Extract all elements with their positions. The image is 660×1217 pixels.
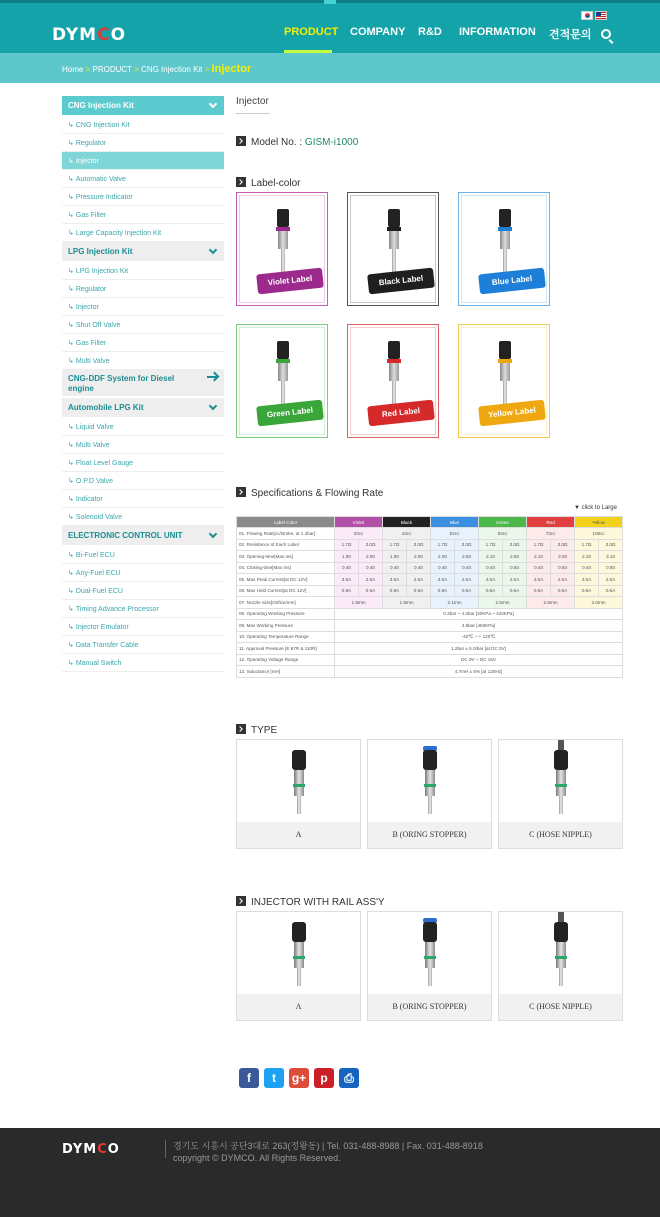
spec-cell: 0.50	[599, 562, 623, 574]
chevron-down-icon	[209, 246, 217, 254]
spec-head-cell: Violet	[335, 517, 383, 528]
click-to-large-link[interactable]: ▼ click to Large	[574, 505, 617, 511]
spec-cell: 1.7Ω	[527, 539, 551, 551]
spec-cell: 0.50	[551, 562, 575, 574]
spec-cell: 1.7Ω	[575, 539, 599, 551]
sidebar-group-cng-injection-kit[interactable]	[62, 96, 224, 116]
spec-cell: 2.10	[527, 551, 551, 563]
spec-row	[237, 597, 623, 609]
sidebar-item-injector[interactable]: ↳ Injector	[62, 298, 224, 316]
spec-cell: 1.7Ω	[383, 539, 407, 551]
spec-cell: 0.40	[407, 562, 431, 574]
arrow-right-icon	[207, 376, 217, 378]
label-card[interactable]	[458, 192, 550, 306]
type-caption: C (HOSE NIPPLE)	[499, 994, 622, 1020]
sidebar-item-injector-emulator[interactable]: ↳ Injector Emulator	[62, 618, 224, 636]
sidebar-group-cng-ddf[interactable]	[62, 370, 224, 397]
spec-cell: 1.9mm	[383, 597, 431, 609]
spec-label: 02. Resistance of Each Label	[237, 539, 335, 551]
spec-cell: 33cc	[335, 528, 383, 540]
label-card[interactable]	[236, 324, 328, 438]
footer	[0, 1128, 660, 1217]
spec-label: 11. Approval Pressure [E 67R & 110R]	[237, 643, 335, 655]
label-tag: Yellow Label	[478, 400, 546, 427]
us-flag-icon[interactable]	[595, 11, 607, 20]
nav-product[interactable]: PRODUCT	[284, 26, 339, 38]
search-icon[interactable]	[601, 29, 611, 39]
label-color-heading: Label-color	[236, 177, 300, 189]
type-heading: TYPE	[236, 724, 277, 736]
sidebar-item-gas-filter[interactable]: ↳ Gas Filter	[62, 206, 224, 224]
spec-cell: 0.40	[359, 562, 383, 574]
sidebar-item-multi-valve[interactable]: ↳ Multi Valve	[62, 352, 224, 370]
label-card[interactable]	[236, 192, 328, 306]
spec-row	[237, 654, 623, 666]
model-label: Model No. :	[251, 137, 305, 148]
spec-head-cell: Black	[383, 517, 431, 528]
injector-image	[553, 750, 569, 816]
spec-cell: 3.0A	[527, 574, 551, 586]
injector-image	[553, 922, 569, 988]
spec-label: 04. Closing-time[Max ms]	[237, 562, 335, 574]
spec-label: 05. Max Peak Current[at DC 12V]	[237, 574, 335, 586]
nav-rnd[interactable]: R&D	[418, 26, 442, 38]
spec-cell: 0.40	[527, 562, 551, 574]
sidebar-item-cng-injection-kit[interactable]: ↳ CNG Injection Kit	[62, 116, 224, 134]
spec-cell: 2.50	[407, 551, 431, 563]
sidebar-item-lpg-injection-kit[interactable]: ↳ LPG Injection Kit	[62, 262, 224, 280]
spec-head-cell: Blue	[431, 517, 479, 528]
spec-cell: 1.8mm	[335, 597, 383, 609]
spec-cell: 3.0Ω	[503, 539, 527, 551]
spec-table	[236, 516, 623, 678]
nav-quote[interactable]: 견적문의	[549, 29, 592, 41]
spec-label: 03. Opening-time[Max ms]	[237, 551, 335, 563]
type-card[interactable]	[236, 911, 361, 1021]
sidebar-item-timing-advance-processor[interactable]: ↳ Timing Advance Processor	[62, 600, 224, 618]
sidebar-group-ecu[interactable]	[62, 526, 224, 546]
spec-row	[237, 666, 623, 678]
spec-label: 10. Operating Temperature Range	[237, 631, 335, 643]
sidebar-group-automobile-lpg-kit[interactable]	[62, 398, 224, 418]
spec-cell: 3.10	[599, 551, 623, 563]
chevron-right-box-icon	[236, 487, 246, 497]
spec-row	[237, 539, 623, 551]
language-switcher	[581, 11, 609, 29]
chevron-right-box-icon	[236, 896, 246, 906]
spec-cell: 3.0Ω	[407, 539, 431, 551]
spec-cell: 3.0A	[575, 574, 599, 586]
spec-cell: 0.6A	[599, 585, 623, 597]
sidebar-item-regulator[interactable]: ↳ Regulator	[62, 280, 224, 298]
spec-heading: Specifications & Flowing Rate	[236, 487, 383, 499]
sidebar-item-large-capacity-kit[interactable]: ↳ Large Capacity Injection Kit	[62, 224, 224, 242]
sidebar-item-multi-valve[interactable]: ↳ Multi Valve	[62, 436, 224, 454]
spec-value: 0.2bar ~ 4.2bar [20KPa ~ 420KPa]	[335, 608, 623, 620]
copyright-text: copyright © DYMCO. All Rights Reserved.	[173, 1153, 341, 1163]
spec-label: 08. Operating Working Pressure	[237, 608, 335, 620]
spec-cell: 1.90	[335, 551, 359, 563]
sidebar	[62, 96, 224, 672]
spec-cell: 1.90	[383, 551, 407, 563]
spec-cell: 2.0A	[551, 574, 575, 586]
sidebar-item-shut-off-valve[interactable]: ↳ Shut Off Valve	[62, 316, 224, 334]
chevron-right-box-icon	[236, 724, 246, 734]
spec-cell: 1.7Ω	[335, 539, 359, 551]
sidebar-item-any-fuel-ecu[interactable]: ↳ Any-Fuel ECU	[62, 564, 224, 582]
spec-value: DC 9V ~ DC 16V	[335, 654, 623, 666]
spec-cell: 2.0A	[407, 574, 431, 586]
breadcrumb-bar	[0, 53, 660, 83]
chevron-right-box-icon	[236, 136, 246, 146]
spec-cell: 0.6A	[503, 585, 527, 597]
spec-head-cell: Green	[479, 517, 527, 528]
spec-cell: 73cc	[527, 528, 575, 540]
spec-cell: 52cc	[431, 528, 479, 540]
spec-cell: 0.40	[455, 562, 479, 574]
sidebar-item-pressure-indicator[interactable]: ↳ Pressure Indicator	[62, 188, 224, 206]
type-caption: A	[237, 822, 360, 848]
type-card[interactable]	[498, 739, 623, 849]
spec-row	[237, 585, 623, 597]
label-tag: Violet Label	[256, 268, 324, 295]
spec-cell: 3.0A	[431, 574, 455, 586]
sidebar-item-injector[interactable]: ↳ Injector	[62, 152, 224, 170]
breadcrumb-separator: >	[85, 65, 91, 74]
spec-value: 4.7mH ± 5% [at 120Hz]	[335, 666, 623, 678]
spec-cell: 2.00	[431, 551, 455, 563]
sidebar-item-manual-switch[interactable]: ↳ Manual Switch	[62, 654, 224, 672]
breadcrumb	[62, 63, 251, 75]
spec-cell: 0.50	[503, 562, 527, 574]
spec-cell: 2.5mm	[479, 597, 527, 609]
type-card[interactable]	[367, 739, 492, 849]
type-card[interactable]	[498, 911, 623, 1021]
spec-row	[237, 608, 623, 620]
spec-cell: 3.0mm	[575, 597, 623, 609]
model-value: GISM-i1000	[304, 137, 359, 148]
spec-cell: 3.0Ω	[455, 539, 479, 551]
spec-cell: 2.1mm	[431, 597, 479, 609]
spec-head-cell: Label Color	[237, 517, 335, 528]
sidebar-group-label: ELECTRONIC CONTROL UNIT	[68, 531, 183, 540]
rail-heading: INJECTOR WITH RAIL ASS'Y	[236, 896, 385, 908]
page-title: Injector	[236, 96, 270, 114]
spec-value: -40℃ ~ + 120℃	[335, 631, 623, 643]
spec-cell: 63cc	[479, 528, 527, 540]
spec-cell: 2.0A	[503, 574, 527, 586]
spec-row	[237, 631, 623, 643]
label-tag: Green Label	[256, 400, 324, 427]
spec-cell: 2.60	[455, 551, 479, 563]
breadcrumb-separator: >	[134, 65, 139, 74]
sidebar-item-bi-fuel-ecu[interactable]: ↳ Bi-Fuel ECU	[62, 546, 224, 564]
spec-cell: 0.8A	[335, 585, 359, 597]
spec-cell: 0.6A	[455, 585, 479, 597]
spec-label: 13. Inductance [mH]	[237, 666, 335, 678]
spec-cell: 0.40	[479, 562, 503, 574]
type-caption: B (ORING STOPPER)	[368, 822, 491, 848]
label-tag: Blue Label	[478, 268, 546, 295]
spec-label: 07. Nozzle Size[Orifice/mm]	[237, 597, 335, 609]
top-navigation-bar	[0, 0, 660, 53]
googleplus-icon[interactable]: g+	[289, 1068, 309, 1088]
sidebar-item-automatic-valve[interactable]: ↳ Automatic Valve	[62, 170, 224, 188]
label-card[interactable]	[458, 324, 550, 438]
spec-row	[237, 620, 623, 632]
spec-head-cell: Red	[527, 517, 575, 528]
breadcrumb-cng-kit[interactable]: CNG Injection Kit	[141, 65, 203, 74]
spec-label: 06. Max Hold Current[at DC 12V]	[237, 585, 335, 597]
spec-cell: 2.0A	[599, 574, 623, 586]
spec-cell: 43cc	[383, 528, 431, 540]
spec-cell: 1.7Ω	[431, 539, 455, 551]
spec-cell: 0.8A	[431, 585, 455, 597]
spec-cell: 3.0Ω	[599, 539, 623, 551]
spec-head-cell: Yellow	[575, 517, 623, 528]
footer-divider	[165, 1140, 166, 1158]
sidebar-group-label: LPG Injection Kit	[68, 247, 133, 256]
spec-cell: 0.40	[383, 562, 407, 574]
spec-cell: 0.40	[431, 562, 455, 574]
chevron-down-icon	[209, 530, 217, 538]
spec-cell: 106cc	[575, 528, 623, 540]
injector-image	[422, 922, 438, 988]
sidebar-group-lpg-injection-kit[interactable]	[62, 242, 224, 262]
spec-cell: 3.00	[551, 551, 575, 563]
type-caption: B (ORING STOPPER)	[368, 994, 491, 1020]
spec-cell: 0.8A	[383, 585, 407, 597]
breadcrumb-separator: >	[204, 65, 210, 74]
main-content	[236, 96, 622, 1096]
spec-cell: 0.8A	[479, 585, 503, 597]
spec-row	[237, 574, 623, 586]
nav-information[interactable]: INFORMATION	[459, 26, 536, 38]
sidebar-item-solenoid-valve[interactable]: ↳ Solenoid Valve	[62, 508, 224, 526]
type-caption: C (HOSE NIPPLE)	[499, 822, 622, 848]
nav-company[interactable]: COMPANY	[350, 26, 406, 38]
spec-cell: 1.7Ω	[479, 539, 503, 551]
spec-row	[237, 528, 623, 540]
injector-image	[422, 750, 438, 816]
spec-label: 12. Operating Voltage Range	[237, 654, 335, 666]
breadcrumb-current: Injector	[211, 63, 252, 75]
label-card[interactable]	[347, 324, 439, 438]
sidebar-group-label: Automobile LPG Kit	[68, 403, 144, 412]
sidebar-item-float-level-gauge[interactable]: ↳ Float Level Gauge	[62, 454, 224, 472]
sidebar-group-label: CNG-DDF System for Diesel engine	[68, 374, 175, 393]
spec-row	[237, 562, 623, 574]
print-icon[interactable]: ⎙	[339, 1068, 359, 1088]
spec-value: 4.5bar [450KPa]	[335, 620, 623, 632]
chevron-down-icon	[209, 100, 217, 108]
sidebar-item-gas-filter[interactable]: ↳ Gas Filter	[62, 334, 224, 352]
spec-label: 01. Flowing Rate[cc/stroke, at 1.2bar]	[237, 528, 335, 540]
facebook-icon[interactable]: f	[239, 1068, 259, 1088]
top-notch	[324, 0, 336, 4]
spec-cell: 3.0A	[479, 574, 503, 586]
sidebar-item-dual-fuel-ecu[interactable]: ↳ Dual-Fuel ECU	[62, 582, 224, 600]
pinterest-icon[interactable]: p	[314, 1068, 334, 1088]
chevron-right-box-icon	[236, 177, 246, 187]
site-logo[interactable]: DYMCO	[52, 25, 127, 45]
spec-cell: 0.8A	[575, 585, 599, 597]
spec-cell: 0.40	[335, 562, 359, 574]
spec-cell: 2.0A	[359, 574, 383, 586]
label-tag: Black Label	[367, 268, 435, 295]
spec-cell: 2.10	[479, 551, 503, 563]
spec-cell: 3.0Ω	[359, 539, 383, 551]
spec-cell: 2.0A	[455, 574, 479, 586]
sidebar-item-data-transfer-cable[interactable]: ↳ Data Transfer Cable	[62, 636, 224, 654]
breadcrumb-product[interactable]: PRODUCT	[92, 65, 132, 74]
spec-cell: 2.50	[359, 551, 383, 563]
spec-value: 1.2bar ± 5.0/bar [at DC 0V]	[335, 643, 623, 655]
injector-image	[291, 922, 307, 988]
spec-cell: 2.8mm	[527, 597, 575, 609]
sidebar-item-liquid-valve[interactable]: ↳ Liquid Valve	[62, 418, 224, 436]
chevron-down-icon	[209, 402, 217, 410]
spec-cell: 2.60	[503, 551, 527, 563]
spec-cell: 3.0Ω	[551, 539, 575, 551]
spec-cell: 3.0A	[383, 574, 407, 586]
spec-cell: 2.20	[575, 551, 599, 563]
footer-logo: DYMCO	[62, 1142, 120, 1157]
address-text: 경기도 시흥시 공단3대로 263(정왕동) | Tel. 031-488-8988 | Fax. 031-488-8918	[173, 1141, 483, 1151]
type-card[interactable]	[367, 911, 492, 1021]
spec-cell: 0.6A	[359, 585, 383, 597]
breadcrumb-home[interactable]: Home	[62, 65, 84, 74]
injector-image	[291, 750, 307, 816]
sidebar-item-opd-valve[interactable]: ↳ O.P.D Valve	[62, 472, 224, 490]
label-card[interactable]	[347, 192, 439, 306]
type-card[interactable]	[236, 739, 361, 849]
spec-cell: 0.6A	[407, 585, 431, 597]
sidebar-group-label: CNG Injection Kit	[68, 101, 134, 110]
label-tag: Red Label	[367, 400, 435, 427]
spec-label: 09. Max Working Pressure	[237, 620, 335, 632]
spec-row	[237, 643, 623, 655]
footer-address	[173, 1140, 483, 1164]
spec-cell: 0.40	[575, 562, 599, 574]
twitter-icon[interactable]: t	[264, 1068, 284, 1088]
korean-flag-icon[interactable]	[581, 11, 593, 20]
spec-cell: 0.6A	[551, 585, 575, 597]
sidebar-item-indicator[interactable]: ↳ Indicator	[62, 490, 224, 508]
model-number	[236, 136, 358, 148]
type-caption: A	[237, 994, 360, 1020]
spec-cell: 0.8A	[527, 585, 551, 597]
sidebar-item-regulator[interactable]: ↳ Regulator	[62, 134, 224, 152]
spec-row	[237, 551, 623, 563]
spec-cell: 3.0A	[335, 574, 359, 586]
